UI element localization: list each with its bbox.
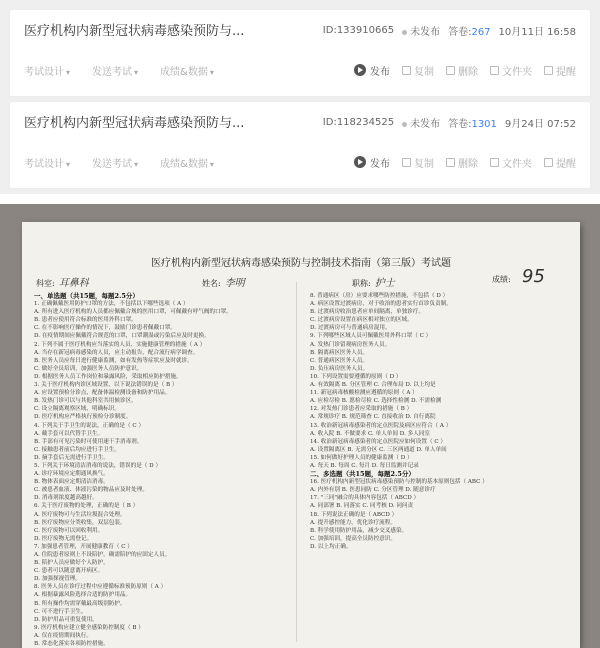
- remind-label: 提醒: [556, 158, 576, 170]
- question-line: D. 以上均正确。: [310, 543, 352, 550]
- question-line: 15. 如何做好护理人员的健康监测（ D ）: [310, 454, 413, 461]
- menu-label: 成绩&数据: [160, 66, 208, 78]
- menu-label: 发送考试: [92, 158, 133, 170]
- position-value: 护士: [374, 278, 395, 289]
- question-line: 8. 医务人员在诊疗过程中应遵循标准预防原则（ A ）: [34, 584, 167, 591]
- menu-label: 发送考试: [92, 66, 133, 78]
- chevron-down-icon: ▾: [134, 67, 139, 77]
- bell-icon: [544, 158, 553, 167]
- question-line: 18. 下列说法正确的是（ ABCD ）: [310, 511, 398, 518]
- question-line: A. 设置隔离区 B. 无需分区 C. 三区两通道 D. 单人单间: [310, 446, 447, 453]
- question-line: C. 接触患者前后均应进行手卫生。: [34, 446, 120, 453]
- question-line: D. 负压病房医务人员。: [310, 365, 369, 372]
- answers-link[interactable]: 267: [471, 27, 491, 38]
- question-line: 4. 下列关于手卫生的说法，正确的是（ C ）: [34, 422, 145, 429]
- question-line: 17. "三同"融合的具体内容包括（ ABCD ）: [310, 495, 420, 502]
- exam-title[interactable]: 医疗机构内新型冠状病毒感染预防与...: [24, 24, 245, 39]
- position-label: 职称:: [352, 279, 371, 288]
- section-heading: 二、多选题（共15题，每题2.5分）: [310, 470, 415, 479]
- question-line: A. 应设置预检分诊点，配备体温检测设备和防护用品。: [34, 390, 171, 397]
- copy-icon: [402, 66, 411, 75]
- menu-exam-design[interactable]: [24, 155, 70, 170]
- paper-title: 医疗机构内新型冠状病毒感染预防与控制技术指南（第三版）考试题: [151, 258, 451, 269]
- question-line: 7. 加强患者管理，开展健康教育（ C ）: [34, 543, 133, 550]
- remind-button[interactable]: [544, 63, 576, 78]
- question-line: B. 陪护人员应做好个人防护。: [34, 560, 109, 567]
- bell-icon: [544, 66, 553, 75]
- play-icon: [354, 156, 366, 168]
- name-value: 李明: [224, 278, 245, 289]
- question-line: B. 医务人员应每日进行健康监测，如有发热等症状应及时就诊。: [34, 357, 193, 364]
- status-badge: [402, 115, 440, 130]
- chevron-down-icon: ▾: [134, 159, 139, 169]
- dept-label: 科室:: [36, 279, 55, 288]
- chevron-down-icon: ▾: [209, 67, 214, 77]
- question-line: B. 医疗废物应分类收集，双层包装。: [34, 519, 126, 526]
- question-line: A. 戴手套可以代替手卫生。: [34, 430, 104, 437]
- score-label: 成绩:: [492, 275, 511, 284]
- trash-icon: [446, 66, 455, 75]
- delete-button[interactable]: [446, 63, 478, 78]
- question-line: C. 医疗废物可以回收利用。: [34, 527, 104, 534]
- copy-button[interactable]: [402, 63, 434, 78]
- publish-button[interactable]: [354, 155, 390, 170]
- exam-id: ID:133910665: [322, 25, 395, 36]
- status-badge: [402, 23, 440, 38]
- play-icon: [354, 64, 366, 76]
- folder-icon: [490, 66, 499, 75]
- status-label: 未发布: [410, 119, 441, 130]
- status-label: 未发布: [410, 27, 441, 38]
- question-line: D. 根据医务人员工作岗位和暴露风险，采取相应防护措施。: [34, 373, 182, 380]
- section-heading: 一、单选题（共15题，每题2.5分）: [34, 292, 139, 300]
- question-line: A. 内外有别 B. 医患同防 C. 分区管理 D. 随意诊疗: [310, 487, 436, 494]
- question-line: B. 科学使用防护用品，减少交叉感染。: [310, 527, 408, 534]
- position-field: [352, 274, 395, 289]
- publish-label: 发布: [370, 66, 390, 78]
- delete-label: 删除: [458, 158, 478, 170]
- copy-label: 复制: [414, 158, 434, 170]
- name-field: [202, 274, 245, 289]
- question-line: B. 常态化落实各项防控措施。: [34, 641, 109, 648]
- status-dot-icon: [402, 30, 407, 35]
- answers-link[interactable]: 1301: [471, 119, 497, 130]
- chevron-down-icon: ▾: [209, 159, 214, 169]
- copy-label: 复制: [414, 66, 434, 78]
- question-line: A. 住院患者原则上不设陪护，确需陪护的应固定人员。: [34, 552, 171, 558]
- exam-card: [10, 10, 590, 96]
- question-line: B. 物体表面应定期清洁消毒。: [34, 479, 109, 486]
- question-line: 2. 下列不属于医疗机构应当落实的人员、实施健康管理的措施（ A ）: [34, 341, 206, 348]
- question-line: D. 医疗机构应严格执行预检分诊制度。: [34, 414, 132, 421]
- answers-label: 答卷:: [448, 119, 472, 130]
- name-label: 姓名:: [202, 279, 221, 288]
- questions-left-column: [34, 292, 284, 648]
- question-line: 16. 医疗机构内新型冠状病毒感染预防与控制的基本原则包括（ ABC ）: [310, 479, 488, 486]
- dept-value: 耳鼻科: [58, 278, 89, 289]
- question-line: A. 收入院 B. 不做要求 C. 单人单间 D. 多人同室: [310, 430, 430, 437]
- question-line: A. 提升感控能力，优化诊疗流程。: [310, 519, 396, 526]
- remind-label: 提醒: [556, 66, 576, 78]
- question-line: D. 消毒剂浓度越高越好。: [34, 495, 98, 502]
- question-line: D. 防护用品可重复使用。: [34, 616, 98, 623]
- trash-icon: [446, 158, 455, 167]
- question-line: A. 常规诊疗 B. 规范筛查 C. 直接收治 D. 自行离院: [310, 414, 436, 421]
- card-toolbar: [24, 154, 576, 170]
- menu-scores-data[interactable]: [160, 63, 214, 78]
- question-line: C. 做好全员培训，加强医务人员防护意识。: [34, 365, 143, 372]
- question-line: D. 在疫情期间应佩戴符合规范的口罩，口罩潮湿或污染后应及时更换。: [34, 333, 210, 340]
- question-line: 13. 收治新冠病毒感染者的定点医院及病区应符合（ A ）: [310, 422, 452, 429]
- question-line: A. 病区设置过渡病房，对于收治的患者实行首诊负责制。: [310, 301, 452, 308]
- question-line: C. 普通病区医务人员。: [310, 357, 368, 364]
- question-line: 9. 医疗机构应建立健全感染防控制度（ B ）: [34, 624, 144, 631]
- question-line: A. 有效隔离 B. 分区管理 C. 合理布局 D. 以上均是: [310, 382, 436, 389]
- score-field: [492, 274, 511, 285]
- question-line: D. 医疗废物无需登记。: [34, 535, 93, 542]
- questions-right-column: [310, 292, 560, 551]
- question-line: C. 患者可以随意离开病区。: [34, 568, 104, 575]
- score-value: 95: [522, 266, 545, 287]
- question-line: C. 在不影响医疗操作的情况下，鼓励门诊患者佩戴口罩。: [34, 325, 176, 332]
- question-line: A. 医疗废物可与生活垃圾混合处理。: [34, 511, 126, 518]
- exam-date: 10月11日 16:58: [498, 27, 576, 38]
- copy-icon: [402, 158, 411, 167]
- exam-paper-photo: [0, 204, 600, 648]
- question-line: B. 发热门诊可以与其他科室共用候诊区。: [34, 398, 137, 405]
- question-line: 10. 下列设置需要遵循的原则（ D ）: [310, 373, 402, 380]
- question-line: D. 摘手套后无需进行手卫生。: [34, 454, 109, 461]
- question-line: 1. 正确佩戴医用防护口罩的方法，不包括以下哪些选项（ A ）: [34, 301, 189, 308]
- menu-label: 考试设计: [24, 66, 64, 78]
- question-line: C. 设立隔离观察区域，明确标识。: [34, 406, 120, 413]
- question-line: A. 应检尽检 B. 愿检尽检 C. 选择性检测 D. 不需检测: [310, 398, 442, 405]
- delete-label: 删除: [458, 66, 478, 78]
- exam-paper: [22, 222, 580, 648]
- menu-label: 考试设计: [24, 158, 64, 170]
- folder-icon: [490, 158, 499, 167]
- exam-meta: [323, 115, 576, 130]
- question-line: A. 仅在疫情期间执行。: [34, 632, 92, 639]
- question-line: A. 发热门诊留观病房医务人员。: [310, 341, 391, 348]
- question-line: C. 可不进行手卫生。: [34, 608, 87, 615]
- question-line: C. 加强培训，提高全员防控意识。: [310, 535, 396, 542]
- menu-exam-design[interactable]: [24, 63, 70, 78]
- menu-scores-data[interactable]: [160, 155, 214, 170]
- question-line: A. 每天 B. 每周 C. 每月 D. 每日监测并记录: [310, 462, 419, 469]
- question-line: B. 隔离病区医务人员。: [310, 349, 369, 356]
- question-line: 11. 新冠病毒核酸检测应遵循的原则（ A ）: [310, 390, 418, 397]
- question-line: A. 当存在新冠病毒感染的人员，应主动报告，配合流行病学调查。: [34, 349, 199, 356]
- question-line: A. 诊疗环境应定期通风换气。: [34, 471, 109, 478]
- exam-meta: [323, 23, 576, 38]
- exam-title[interactable]: 医疗机构内新型冠状病毒感染预防与...: [24, 116, 245, 131]
- question-line: 5. 下列关于环境清洁消毒的说法，错误的是（ D ）: [34, 462, 162, 469]
- menu-send-exam[interactable]: [92, 63, 138, 78]
- exam-card: [10, 102, 590, 188]
- chevron-down-icon: ▾: [66, 159, 71, 169]
- delete-button[interactable]: [446, 155, 478, 170]
- paper-fold: [296, 282, 297, 642]
- exam-date: 9月24日 07:52: [504, 119, 576, 130]
- status-dot-icon: [402, 122, 407, 127]
- question-line: B. 手部有可见污染时可使用速干手消毒剂。: [34, 438, 143, 445]
- publish-label: 发布: [370, 158, 390, 170]
- folder-label: 文件夹: [502, 66, 532, 78]
- question-line: D. 加强探视管理。: [34, 576, 81, 583]
- question-line: 9. 下列哪些区域人员可佩戴医用外科口罩（ C ）: [310, 333, 432, 340]
- answers-count: [448, 23, 490, 38]
- card-toolbar: [24, 62, 576, 78]
- question-line: D. 过渡病房可与普通病房混用。: [310, 325, 391, 332]
- copy-button[interactable]: [402, 155, 434, 170]
- question-line: B. 过渡病房收治患者应单间隔离，单独诊疗。: [310, 309, 424, 316]
- question-line: 12. 对发热门诊患者应采取的措施（ B ）: [310, 406, 413, 413]
- folder-button[interactable]: [490, 63, 532, 78]
- exam-id: ID:118234525: [322, 117, 395, 128]
- question-line: 14. 收治新冠病毒感染者的定点医院应如何设置（ C ）: [310, 438, 446, 445]
- question-line: B. 患者应使用符合标准的医用外科口罩。: [34, 317, 137, 324]
- publish-button[interactable]: [354, 63, 390, 78]
- question-line: 3. 关于医疗机构内诊区域设置，以下说法错误的是（ B ）: [34, 382, 178, 389]
- divider: [0, 194, 600, 204]
- question-line: 8. 普通病区（房）应要求哪些防控措施，不包括（ D ）: [310, 293, 449, 299]
- folder-label: 文件夹: [502, 158, 532, 170]
- folder-button[interactable]: [490, 155, 532, 170]
- question-line: B. 所有操作均需穿戴最高级别防护。: [34, 600, 126, 607]
- answers-label: 答卷:: [448, 27, 472, 38]
- question-line: C. 被患者血液、体液污染的物品应及时处理。: [34, 487, 148, 494]
- dept-field: [36, 274, 89, 289]
- menu-label: 成绩&数据: [160, 158, 208, 170]
- answers-count: [448, 115, 497, 130]
- remind-button[interactable]: [544, 155, 576, 170]
- question-line: A. 根据暴露风险选择合适的防护用品。: [34, 592, 132, 599]
- question-line: C. 过渡病房设置在病区相对独立的区域。: [310, 317, 413, 324]
- question-line: A. 同部署 B. 同落实 C. 同考核 D. 同问责: [310, 503, 414, 510]
- question-line: 6. 关于医疗废物的处理，正确的是（ B ）: [34, 503, 139, 510]
- question-line: A. 所有进入医疗机构的人员都应佩戴合规的医用口罩，可佩戴有呼气阀的口罩。: [34, 309, 232, 316]
- chevron-down-icon: ▾: [66, 67, 71, 77]
- menu-send-exam[interactable]: [92, 155, 138, 170]
